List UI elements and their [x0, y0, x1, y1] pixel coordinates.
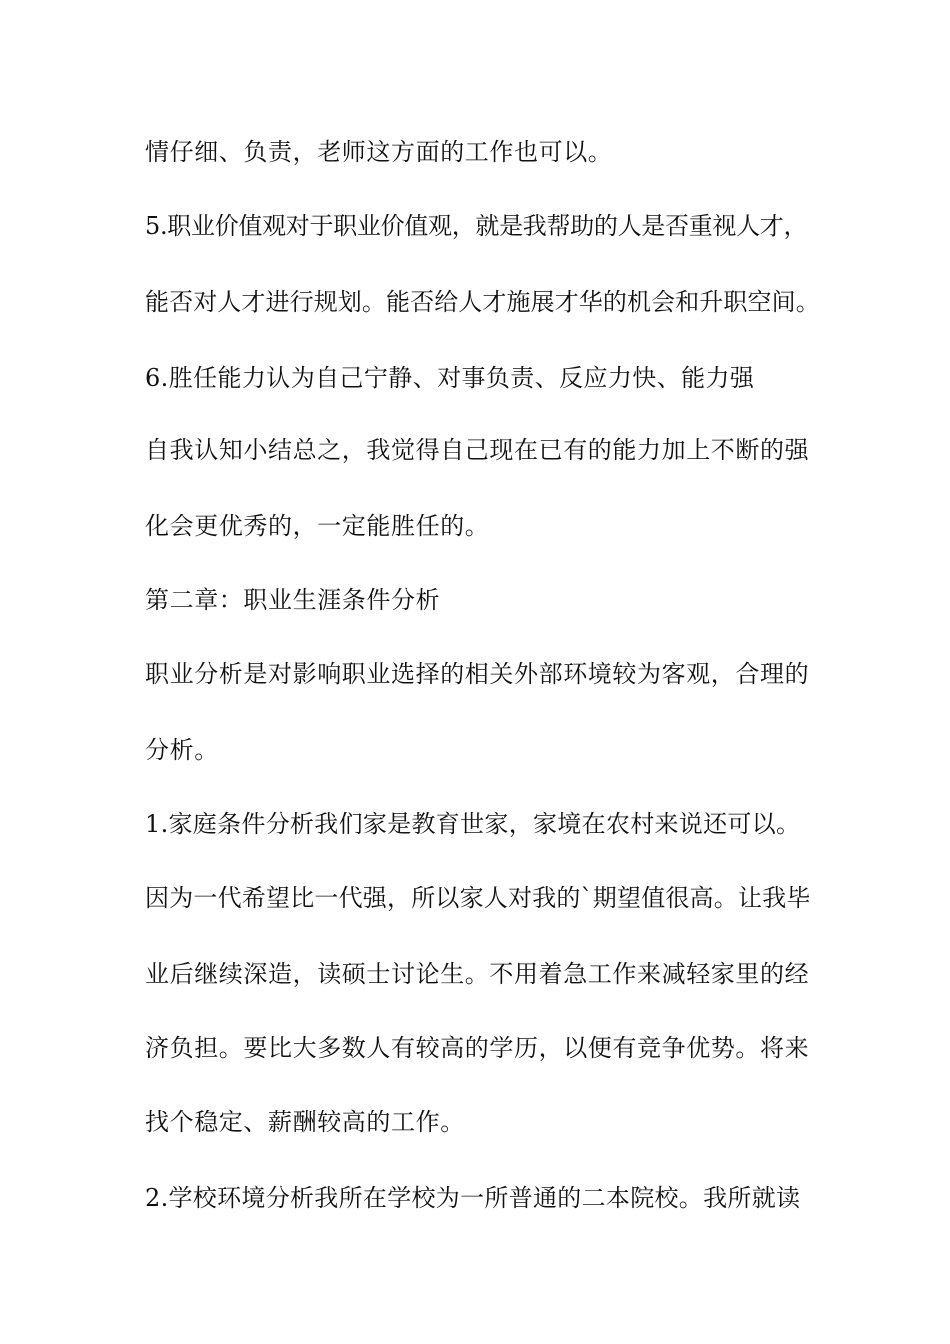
text-line-3: 能否对人才进行规划。能否给人才施展才华的机会和升职空间。 [145, 288, 820, 316]
text-line-12: 业后继续深造，读硕士讨论生。不用着急工作来减轻家里的经 [145, 960, 810, 988]
text-line-6: 化会更优秀的，一定能胜任的。 [145, 512, 490, 540]
text-line-4: 6.胜任能力认为自己宁静、对事负责、反应力快、能力强 [145, 364, 755, 392]
text-line-15: 2.学校环境分析我所在学校为一所普通的二本院校。我所就读 [145, 1184, 801, 1212]
text-line-10: 1.家庭条件分析我们家是教育世家，家境在农村来说还可以。 [145, 810, 801, 838]
text-line-2: 5.职业价值观对于职业价值观，就是我帮助的人是否重视人才， [145, 212, 808, 240]
text-line-1: 情仔细、负责，老师这方面的工作也可以。 [145, 138, 613, 166]
text-line-9: 分析。 [145, 736, 219, 764]
text-line-13: 济负担。要比大多数人有较高的学历，以便有竞争优势。将来 [145, 1034, 810, 1062]
text-line-14: 找个稳定、薪酬较高的工作。 [145, 1108, 465, 1136]
chapter-heading: 第二章：职业生涯条件分析 [145, 586, 441, 614]
text-line-5: 自我认知小结总之，我觉得自己现在已有的能力加上不断的强 [145, 436, 810, 464]
text-line-8: 职业分析是对影响职业选择的相关外部环境较为客观，合理的 [145, 660, 810, 688]
text-line-11: 因为一代希望比一代强，所以家人对我的`期望值很高。让我毕 [145, 884, 811, 912]
